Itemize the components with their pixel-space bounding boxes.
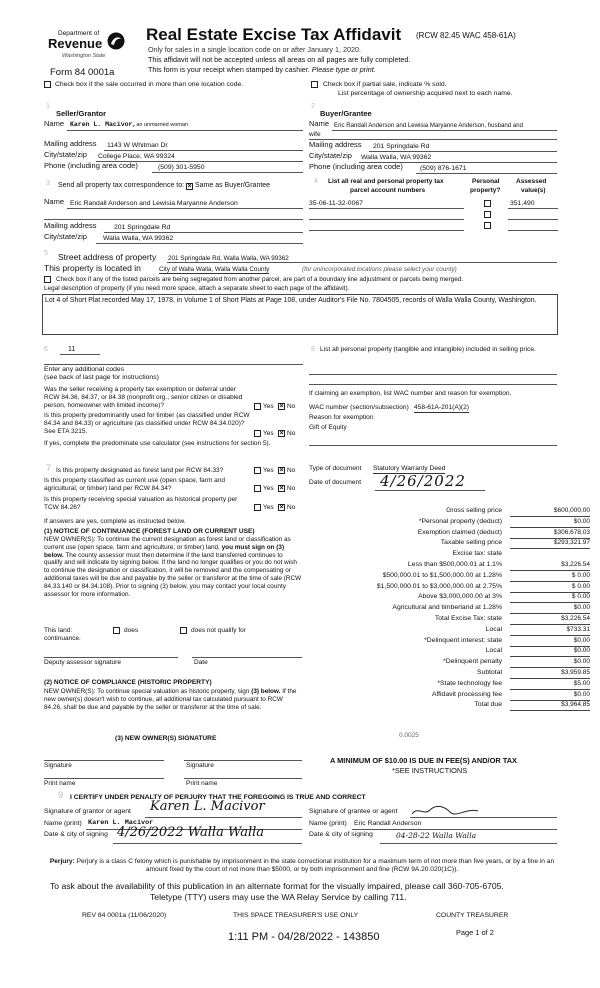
grantee-name-value[interactable]: Eric Randall Anderson [354, 820, 422, 827]
buyer-mail-label: Mailing address [309, 140, 362, 149]
alt-format-2: Teletype (TTY) users may use the WA Relay Service by calling 711. [150, 892, 407, 902]
notice2-body [44, 688, 302, 711]
minimum-notice: A MINIMUM OF $10.00 IS DUE IN FEE(S) AND/OR TAX [330, 756, 517, 765]
legal-label: Legal description of property (if you need more space, attach a separate sheet to each page of the affidavit). [44, 285, 350, 292]
tax-row-value[interactable]: $600,000.00 [510, 507, 590, 517]
tax-row [318, 637, 600, 647]
tax-row-label: Gross selling price [446, 507, 502, 514]
new-owner-sig-line-2 [184, 760, 302, 761]
legal-description-box[interactable] [42, 294, 558, 335]
tax-row [318, 669, 600, 679]
tax-row-label: Subtotal [477, 669, 502, 676]
s6-q2-note: If yes, complete the predominate use calculator (see instructions for section 5). [44, 440, 271, 447]
tax-row-label: Excise tax: state [452, 550, 502, 558]
deputy-date-line [192, 657, 302, 658]
grantee-name-label: Name (print) [309, 820, 347, 827]
assessed-line-2 [508, 219, 558, 220]
buyer-name-value[interactable]: Eric Randall Anderson and Lewisia Maryanne Anderson, husband and [334, 122, 524, 129]
corr-city-value[interactable]: Walla Walla, WA 99362 [103, 235, 174, 242]
reason-line [309, 445, 557, 446]
s6-q1-no-checkbox[interactable]: × [279, 403, 284, 410]
tax-row [318, 583, 600, 593]
land-does-not-checkbox[interactable] [180, 627, 187, 634]
parcel-section-number: 4 [314, 178, 318, 185]
tax-row [318, 691, 600, 701]
corr-name-line [67, 208, 303, 209]
seller-name-suffix: an unmarried woman [136, 122, 188, 128]
grantee-date-label: Date & city of signing [309, 831, 373, 838]
personal-property-line-2 [309, 384, 557, 385]
tax-row [318, 604, 600, 614]
dor-logo [44, 30, 128, 68]
grantor-sig-label: Signature of grantor or agent [44, 808, 131, 815]
header-notice-3 [148, 66, 376, 74]
property-section-number: 5 [44, 250, 48, 257]
wac-value[interactable]: 458-61A-201(A)(2) [414, 404, 469, 411]
land-does-label: does [124, 627, 139, 634]
corr-name-value[interactable]: Eric Randall Anderson and Lewisia Maryanne Anderson [70, 200, 238, 207]
located-hint: (for unincorporated locations please select your county) [302, 266, 457, 273]
doc-date-value[interactable]: 4/26/2022 [380, 472, 466, 490]
see-back-label: (see back of last page for instructions) [44, 374, 159, 381]
notice1-body [44, 536, 302, 599]
corr-label-text: Send all property tax correspondence to: [58, 182, 185, 189]
doc-date-line [375, 490, 485, 491]
s6-q2-no-checkbox[interactable]: × [279, 430, 284, 437]
grantee-signature-icon[interactable] [410, 802, 480, 818]
buyer-phone-label: Phone (including area code) [309, 162, 403, 171]
s7-q-historical: Is this property receiving special valuation as historical property per TCW 84.26? [44, 496, 238, 512]
tax-row-value[interactable]: $ 0.00 [510, 572, 590, 582]
grantor-date-label: Date & city of signing [44, 831, 108, 838]
new-owner-sig-label-2: Signature [186, 762, 214, 769]
tax-row-label: Local [485, 647, 502, 655]
new-owner-sig-label-1: Signature [44, 762, 72, 769]
tax-row-value[interactable]: $0.00 [510, 691, 590, 701]
tax-row-label: Less than $500,000.01 at 1.1% [407, 561, 502, 568]
tax-row-label: *State technology fee [437, 679, 502, 687]
enter-codes-label: Enter any additional codes [44, 366, 125, 373]
grantor-date-value[interactable]: 4/26/2022 Walla Walla [117, 825, 265, 840]
perjury-title: Perjury: [49, 858, 75, 865]
s6-section-number: 6 [44, 346, 48, 353]
tax-row-value[interactable]: $5.00 [510, 680, 590, 690]
buyer-phone-line [416, 173, 557, 174]
parcel-line-3 [309, 230, 464, 231]
seller-section-number: 1 [46, 103, 50, 110]
corr-label [58, 182, 270, 190]
see-instructions: *SEE INSTRUCTIONS [392, 766, 468, 775]
s6-q2-yes-checkbox[interactable] [254, 430, 261, 437]
notice1-body-c: The county assessor must then determine if the land transferred continues to qualify and will indicate by signing below. If the land no longer qualifies or you do not wish to continue the designation or classification, it will be removed and the compensating or additional taxes will be due and payable by the seller or transferor at the time of sale (RCW 84.33.140 or 84.34.108). Prior to signing (3) below, you may contact your local county assessor for more information. [44, 551, 302, 598]
partial-sale-checkbox[interactable] [311, 81, 318, 88]
tax-row-label: *Delinquent interest: state [424, 636, 502, 644]
revenue-logo-icon [106, 31, 126, 51]
tax-row-label: Exemption claimed (deduct) [417, 528, 502, 536]
tax-row-value[interactable]: $0.00 [510, 604, 590, 614]
tax-row-label: Taxable selling price [440, 539, 502, 547]
seller-city-value[interactable]: College Place, WA 99324 [98, 153, 175, 160]
notice3-title: (3) NEW OWNER(S) SIGNATURE [115, 735, 217, 742]
located-label: This property is located in [44, 263, 141, 273]
tax-row-label: Local [485, 625, 502, 633]
buyer-city-value[interactable]: Walla Walla, WA 99362 [361, 154, 432, 161]
reason-label: Reason for exemption [309, 414, 374, 421]
tax-row [318, 615, 600, 625]
form-number: Form 84 0001a [50, 67, 115, 78]
cashier-stamp: 1:11 PM - 04/28/2022 - 143850 [228, 931, 380, 943]
tax-row-label: $500,000.01 to $1,500,000.00 at 1.28% [382, 571, 502, 579]
tax-row-label: Above $3,000,000.00 at 3% [418, 593, 502, 601]
s6-q2: Is this property predominantly used for timber (as classified under RCW 84.34 and 84.33) or agriculture (as classified under RCW 84.34.020)? See ETA 3215. [44, 412, 250, 436]
parcel-col3-header-b: value(s) [521, 187, 546, 194]
same-as-buyer-label: Same as Buyer/Grantee [194, 182, 271, 189]
historical-no-label: No [287, 504, 296, 511]
tax-row-label: *Delinquent penalty [443, 658, 502, 666]
wac-label: WAC number (section/subsection) [309, 404, 409, 411]
buyer-name-line [332, 130, 557, 131]
deputy-date-label: Date [194, 659, 208, 666]
reason-value[interactable]: Gift of Equity [309, 424, 347, 431]
dept-line2: Revenue [48, 36, 103, 51]
tax-row-value[interactable]: $733.31 [510, 626, 590, 636]
tax-row-value[interactable]: $ 0.00 [510, 593, 590, 603]
tax-row [318, 593, 600, 603]
land-use-line-2 [44, 364, 303, 365]
alt-format-1: To ask about the availability of this publication in an alternate format for the visually impaired, please call 360-705-6705. [50, 881, 504, 891]
seller-heading: Seller/Grantor [56, 109, 107, 118]
s7-q-current-use: Is this property classified as current use (open space, farm and agricultural, or timber) land per RCW 84.34? [44, 477, 226, 493]
notice1-body-b: you must sign on (3) below. [44, 543, 285, 559]
buyer-city-label: City/state/zip [309, 151, 352, 160]
tax-row [318, 647, 600, 657]
tax-row-value[interactable]: $ 0.00 [510, 583, 590, 593]
corr-city-line [96, 243, 303, 244]
seller-name-label: Name [44, 119, 65, 128]
personal-property-checkbox-3[interactable] [484, 222, 491, 229]
corr-city-label: City/state/zip [44, 232, 87, 241]
historical-no-checkbox[interactable]: × [279, 504, 284, 511]
partial-sale-label-1: Check box if partial sale, indicate % sold. [323, 81, 447, 88]
buyer-phone-value[interactable]: (509) 876-1671 [420, 165, 467, 172]
assessed-line-1 [508, 208, 558, 209]
grantor-name-label: Name (print) [44, 820, 82, 827]
perjury-notice [46, 858, 558, 874]
page-number: Page 1 of 2 [456, 928, 494, 937]
seller-name-line [67, 130, 303, 131]
form-rcw: (RCW 82.45 WAC 458-61A) [416, 31, 516, 40]
partial-sale-label-2: List percentage of ownership acquired next to each name. [338, 90, 513, 97]
seller-mail-label: Mailing address [44, 139, 97, 148]
s6-q1: Was the seller receiving a property tax exemption or deferral under RCW 84.36, 84.37, or 84.38 (nonprofit org., senior citizen or disabled person, homeowner with limited income)? [44, 386, 243, 410]
tax-row-label: $1,500,000.01 to $3,000,000.00 at 2.75% [376, 582, 502, 590]
buyer-mail-value[interactable]: 201 Springdale Rd [373, 143, 430, 150]
tax-row [318, 518, 600, 528]
notice2-body-c: If the new owner(s) doesn't wish to continue, all additional tax calculated pursuant to RCW 84.26, shall be due and payable by the seller or transferor at the time of sale. [44, 688, 297, 711]
deputy-sig-line [44, 657, 178, 658]
grantor-name-value[interactable]: Karen L. Macivor [88, 819, 154, 827]
new-owner-print-line-1 [44, 778, 164, 779]
tax-row-value[interactable]: $0.00 [510, 637, 590, 647]
current-use-yes-checkbox[interactable] [254, 485, 261, 492]
new-owner-print-label-2: Print name [186, 780, 218, 787]
tax-row-value[interactable]: $3,226.54 [510, 561, 590, 571]
grantee-sig-label: Signature of grantee or agent [309, 808, 398, 815]
parcel-col3-header-a: Assessed [516, 178, 547, 185]
forest-no-label: No [287, 467, 296, 474]
tax-row-label: Agricultural and timberland at 1.28% [392, 604, 502, 612]
parcel-col2-header-b: property? [470, 187, 501, 194]
corr-blank-line [44, 219, 303, 220]
assessed-value[interactable]: 351,490 [510, 200, 535, 207]
legal-value: Lot 4 of Short Plat recorded May 17, 1978, in Volume 1 of Short Plats at Page 108, under Auditor's File No. 7804505, records of Walla Walla County, Washington. [45, 297, 537, 304]
land-use-code[interactable]: 11 [68, 346, 76, 353]
multi-location-checkbox[interactable] [44, 81, 51, 88]
grantor-date-line [113, 843, 302, 844]
grantee-sig-line [410, 817, 557, 818]
tax-row-value[interactable]: $293,321.97 [510, 539, 590, 549]
s7-section-number: 7 [46, 463, 52, 473]
land-does-checkbox[interactable] [113, 627, 120, 634]
s6-q1-yes-label: Yes [263, 403, 274, 410]
seller-phone-label: Phone (including area code) [44, 161, 138, 170]
continuance-label: continuance. [44, 635, 81, 642]
corr-mail-value[interactable]: 201 Springdale Rd [114, 224, 171, 231]
parcel-number-value[interactable]: 35-06-11-32-0067 [309, 200, 363, 207]
seller-mail-line [104, 150, 303, 151]
buyer-section-number: 2 [311, 103, 315, 110]
personal-property-line-1 [309, 374, 557, 375]
buyer-name-label: Name [309, 119, 330, 128]
s7-q-forest: Is this property designated as forest land per RCW 84.33? [56, 467, 224, 474]
tax-row [318, 507, 600, 517]
tax-row-value[interactable]: $3,226.54 [510, 615, 590, 625]
tax-row-value[interactable]: $3,959.85 [510, 669, 590, 679]
parcel-col1-header-b: parcel account numbers [350, 187, 426, 194]
tax-row [318, 539, 600, 549]
seller-name-field[interactable] [70, 121, 188, 128]
land-use-line [60, 354, 100, 355]
header-notice-3b: Please type or print. [311, 65, 376, 74]
current-use-no-checkbox[interactable]: × [279, 485, 284, 492]
doc-type-value[interactable]: Statutory Warranty Deed [373, 465, 446, 472]
street-label: Street address of property [58, 252, 157, 262]
tax-row-label: Total due [474, 701, 502, 709]
forest-no-checkbox[interactable]: × [279, 467, 284, 474]
seller-mail-value[interactable]: 1143 W Whitman Dr [107, 142, 168, 149]
seller-phone-value[interactable]: (509) 301-5950 [158, 164, 205, 171]
s6-q1-yes-checkbox[interactable] [254, 403, 261, 410]
assessed-line-3 [508, 230, 558, 231]
current-use-yes-label: Yes [263, 485, 274, 492]
form-title: Real Estate Excise Tax Affidavit [146, 25, 402, 44]
perjury-body: Perjury is a class C felony which is punishable by imprisonment in the state correctional institution for a maximum term of not more than five years, or by a fine in an amount fixed by the court of not more than $5000, or by both imprisonment and fine (RCW 9A.20.020(1C)). [76, 858, 555, 874]
tax-row-value[interactable]: $3,964.85 [510, 701, 590, 711]
corr-section-number: 3 [46, 180, 50, 187]
seller-phone-line [152, 172, 303, 173]
wac-intro: If claiming an exemption, list WAC number and reason for exemption. [309, 390, 512, 397]
new-owner-print-label-1: Print name [44, 780, 76, 787]
dept-line1: Department of [58, 30, 100, 37]
tax-row-value[interactable]: $306,678.03 [510, 529, 590, 539]
same-as-buyer-checkbox[interactable]: × [187, 183, 192, 190]
notice1-title: (1) NOTICE OF CONTINUANCE (FOREST LAND OR CURRENT USE) [44, 528, 255, 535]
notice2-title: (2) NOTICE OF COMPLIANCE (HISTORIC PROPERTY) [44, 679, 212, 686]
parcel-line-1 [309, 208, 464, 209]
header-notice-3a: This form is your receipt when stamped by cashier. [148, 65, 310, 74]
forest-yes-label: Yes [263, 467, 274, 474]
tax-row [318, 550, 600, 560]
header-notice-2: This affidavit will not be accepted unless all areas on all pages are fully completed. [148, 55, 411, 64]
historical-yes-checkbox[interactable] [254, 504, 261, 511]
tax-row-label: Affidavit processing fee [431, 690, 502, 698]
forest-yes-checkbox[interactable] [254, 467, 261, 474]
certify-section-number: 9 [58, 790, 64, 800]
tax-row-label: Total Excise Tax: state [434, 615, 502, 622]
grantee-date-line [380, 843, 557, 844]
header-notice-1: Only for sales in a single location code on or after January 1, 2020. [148, 45, 361, 54]
corr-mail-label: Mailing address [44, 221, 97, 230]
grantor-signature[interactable]: Karen L. Macivor [150, 799, 265, 814]
s6-q2-no-label: No [287, 430, 296, 437]
doc-type-label: Type of document [309, 465, 362, 472]
current-use-no-label: No [287, 485, 296, 492]
parcel-col1-header-a: List all real and personal property tax [328, 178, 444, 185]
county-treasurer: COUNTY TREASURER [436, 912, 509, 919]
new-owner-sig-line-1 [44, 760, 164, 761]
new-owner-print-line-2 [184, 778, 302, 779]
tax-row-value[interactable] [510, 550, 590, 559]
s7-if-yes: If answers are yes, complete as instructed below. [44, 518, 186, 525]
dept-line3: Washington State [62, 53, 106, 59]
multi-location-label: Check box if the sale occurred in more than one location code. [55, 81, 244, 88]
treasurer-use: THIS SPACE TREASURER'S USE ONLY [233, 912, 359, 919]
tax-row-value[interactable]: $0.00 [510, 658, 590, 668]
tax-row [318, 658, 600, 668]
located-value[interactable]: City of Walla Walla, Walla Walla County [159, 266, 270, 273]
tax-row [318, 561, 600, 571]
corr-name-label: Name [44, 197, 65, 206]
rev-number: REV 84 0001a (11/06/2020) [82, 912, 167, 919]
historical-yes-label: Yes [263, 504, 274, 511]
grantor-sig-line [145, 817, 302, 818]
parcel-col2-header-a: Personal [472, 178, 500, 185]
notice2-body-b: (3) below. [251, 688, 281, 695]
seller-name-value: Karen L. Macivor, [70, 121, 137, 128]
grantee-name-line [352, 829, 557, 830]
buyer-mail-line [369, 151, 557, 152]
rc-section-number: 8 [311, 346, 315, 353]
seller-city-label: City/state/zip [44, 150, 87, 159]
s6-q2-yes-label: Yes [263, 430, 274, 437]
s6-q1-no-label: No [287, 403, 296, 410]
land-does-not-label: does not qualify for [191, 627, 246, 634]
tax-row [318, 626, 600, 636]
buyer-heading: Buyer/Grantee [320, 109, 372, 118]
doc-date-label: Date of document [309, 479, 362, 486]
tax-row [318, 680, 600, 690]
this-land-label: This land: [44, 627, 73, 634]
notice1-body-a: NEW OWNER(S): To continue the current designation as forest land or classification as current use (open space, farm and agriculture, or timber) land, [44, 536, 291, 551]
street-value[interactable]: 201 Springdale Rd, Walla Walla, WA 99362 [168, 255, 289, 262]
tax-row [318, 529, 600, 539]
tax-row-label: *Personal property (deduct) [418, 517, 502, 525]
tax-row-value[interactable]: $0.00 [510, 518, 590, 528]
tax-row-value[interactable]: $0.00 [510, 647, 590, 657]
personal-property-checkbox-1[interactable] [484, 200, 491, 207]
segregated-label: Check box if any of the listed parcels are being segregated from another parcel, are part of a boundary line adjustment or parcels being merged. [56, 276, 464, 283]
personal-property-label: List all personal property (tangible and intangible) included in selling price. [320, 346, 536, 353]
buyer-name-value-2: wife [309, 131, 321, 138]
tax-row [318, 701, 600, 711]
tax-row [318, 572, 600, 582]
notice2-body-a: NEW OWNER(S): To continue special valuation as historic property, sign [44, 688, 250, 695]
local-rate: 0.0025 [399, 732, 419, 739]
deputy-sig-label: Deputy assessor signature [44, 659, 121, 666]
certify-heading: I CERTIFY UNDER PENALTY OF PERJURY THAT THE FOREGOING IS TRUE AND CORRECT [70, 794, 366, 801]
corr-mail-line [104, 232, 303, 233]
parcel-line-2 [309, 219, 464, 220]
segregated-checkbox[interactable] [44, 276, 51, 283]
personal-property-checkbox-2[interactable] [484, 211, 491, 218]
grantee-date-value[interactable]: 04-28-22 Walla Walla [396, 831, 477, 840]
